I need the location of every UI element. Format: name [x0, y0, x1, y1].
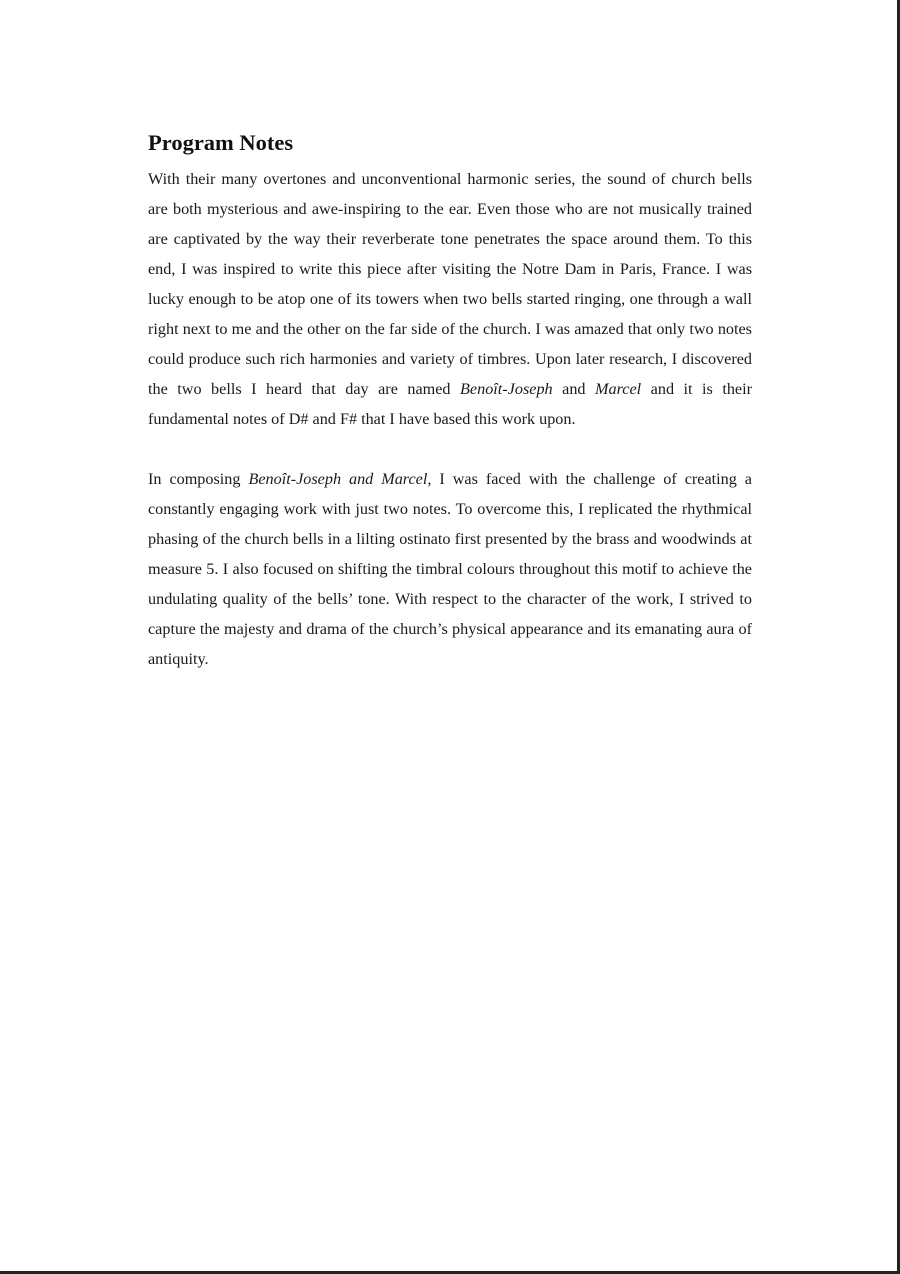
- bell-name-marcel: Marcel: [595, 380, 642, 398]
- paragraph-1-text-b: and: [552, 380, 596, 398]
- work-title-italic: Benoît-Joseph and Marcel,: [248, 470, 432, 488]
- paragraph-1: [148, 164, 752, 434]
- paragraph-2-text-a: In composing: [148, 470, 249, 488]
- page-title: Program Notes: [148, 130, 294, 155]
- paragraph-1-text-a: With their many overtones and unconventional harmonic series, the sound of church bells are both mysterious and awe-inspiring to the ear. Even those who are not musically trained are captivated by the way their reverberate tone penetrates the space around them. To this end, I was inspired to write this piece after visiting the Notre Dam in Paris, France. I was lucky enough to be atop one of its towers when two bells started ringing, one through a wall right next to me and the other on the far side of the church. I was amazed that only two notes could produce such rich harmonies and variety of timbres. Upon later research, I discovered the two bells I heard that day are named: [148, 170, 752, 398]
- bell-name-benoit-joseph: Benoît-Joseph: [460, 380, 553, 398]
- paragraph-2-text-b: I was faced with the challenge of creating a constantly engaging work with just two notes. To overcome this, I replicated the rhythmical phasing of the church bells in a lilting ostinato first presented by the brass and woodwinds at measure 5. I also focused on shifting the timbral colours throughout this motif to achieve the undulating quality of the bells’ tone. With respect to the character of the work, I strived to capture the majesty and drama of the church’s physical appearance and its emanating aura of antiquity.: [148, 470, 752, 668]
- paragraph-1-text-c: and it is their fundamental notes of D# and F# that I have based this work upon.: [148, 380, 752, 428]
- program-notes-section: [148, 128, 752, 674]
- paragraph-2: [148, 464, 752, 674]
